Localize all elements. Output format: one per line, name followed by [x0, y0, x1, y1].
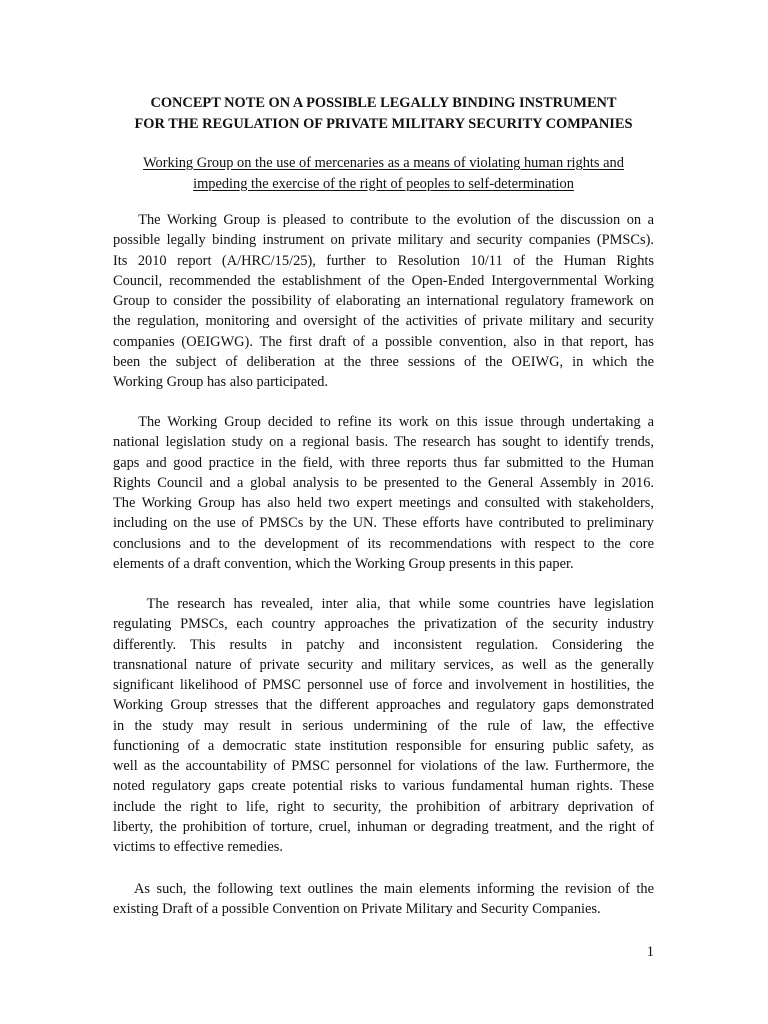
- paragraph-line: The Working Group is pleased to contribute to the evolution of the discussion on a: [138, 212, 654, 228]
- paragraph-line: Rights Council and a global analysis to be presented to the General Assembly in 2016.: [113, 474, 654, 491]
- paragraph-line: well as the accountability of PMSC personnel for violations of the law. Furthermore, the: [113, 758, 654, 774]
- paragraph-line: companies (OEIGWG). The first draft of a possible convention, also in that report, has: [113, 333, 654, 350]
- paragraph-2: [113, 412, 654, 574]
- paragraph-line: existing Draft of a possible Convention on Private Military and Security Companies.: [113, 901, 601, 918]
- paragraph-line: Council, recommended the establishment of the Open-Ended Intergovernmental Working: [113, 272, 654, 289]
- paragraph-line: Working Group has also participated.: [113, 374, 329, 390]
- paragraph-1: [113, 210, 654, 392]
- paragraph-line: gaps and good practice in the field, with three reports thus far submitted to the Human: [113, 454, 654, 471]
- paragraph-line: victims to effective remedies.: [113, 839, 283, 855]
- paragraph-line: regulating PMSCs, each country approaches the privatization of the security industry: [113, 616, 654, 633]
- document-title: [113, 93, 654, 134]
- paragraph-line: conclusions and to the development of its recommendations with respect to the core: [113, 535, 654, 552]
- paragraph-line: Group to consider the possibility of elaborating an international regulatory framework on: [113, 293, 654, 309]
- page-number: 1: [646, 944, 654, 960]
- paragraph-line: in the study may result in serious undermining of the rule of law, the effective: [113, 717, 654, 734]
- title-line: CONCEPT NOTE ON A POSSIBLE LEGALLY BINDING INSTRUMENT: [150, 95, 617, 111]
- paragraph-3: [113, 594, 654, 857]
- paragraph-line: include the right to life, right to security, the prohibition of arbitrary deprivation of: [113, 798, 654, 815]
- subtitle-line: Working Group on the use of mercenaries as a means of violating human rights and: [143, 155, 624, 171]
- paragraph-line: national legislation study on a regional basis. The research has sought to identify trends,: [113, 434, 654, 451]
- paragraph-line: The Working Group decided to refine its work on this issue through undertaking a: [138, 414, 654, 430]
- paragraph-line: the regulation, monitoring and oversight of the activities of private military and security: [113, 313, 654, 330]
- paragraph-line: liberty, the prohibition of torture, cruel, inhuman or degrading treatment, and the right of: [113, 818, 654, 835]
- paragraph-line: transnational nature of private security and military services, as well as the generally: [113, 656, 654, 673]
- paragraph-line: The Working Group has also held two expert meetings and consulted with stakeholders,: [113, 495, 654, 511]
- paragraph-4: [113, 879, 654, 920]
- paragraph-line: Its 2010 report (A/HRC/15/25), further to Resolution 10/11 of the Human Rights: [113, 252, 654, 269]
- paragraph-line: As such, the following text outlines the main elements informing the revision of the: [134, 881, 654, 897]
- paragraph-line: noted regulatory gaps create potential risks to various fundamental human rights. These: [113, 778, 654, 795]
- paragraph-line: elements of a draft convention, which the Working Group presents in this paper.: [113, 555, 574, 572]
- title-line: FOR THE REGULATION OF PRIVATE MILITARY SECURITY COMPANIES: [134, 115, 633, 132]
- paragraph-line: functioning of a democratic state institution responsible for ensuring public safety, as: [113, 737, 654, 754]
- paragraph-line: possible legally binding instrument on private military and security companies (PMSCs).: [113, 232, 654, 249]
- subtitle-line: impeding the exercise of the right of peoples to self-determination: [193, 175, 574, 192]
- paragraph-line: been the subject of deliberation at the three sessions of the OEIWG, in which the: [113, 353, 654, 370]
- paragraph-line: including on the use of PMSCs by the UN. These efforts have contributed to preliminary: [113, 515, 654, 532]
- paragraph-line: The research has revealed, inter alia, that while some countries have legislation: [146, 596, 654, 612]
- paragraph-line: Working Group stresses that the different approaches and regulatory gaps demonstrated: [113, 697, 654, 714]
- paragraph-line: significant likelihood of PMSC personnel use of force and involvement in hostilities, the: [113, 677, 654, 693]
- document-subtitle: [113, 153, 654, 194]
- paragraph-line: differently. This results in patchy and inconsistent regulation. Considering the: [113, 636, 654, 653]
